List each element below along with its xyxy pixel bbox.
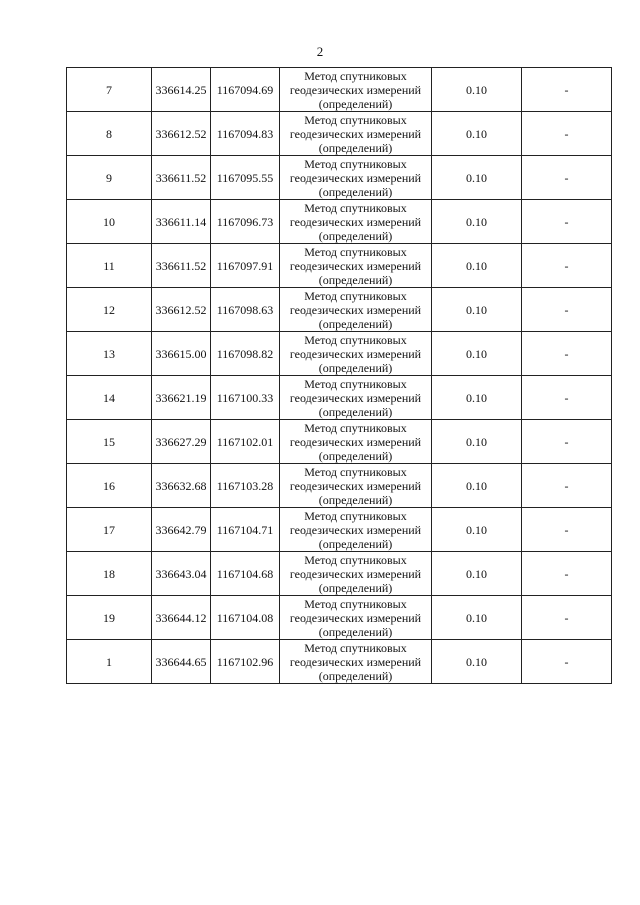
note-cell: - [522,420,612,464]
method-text-line: геодезических измерений [289,346,422,361]
point-number-cell: 9 [67,156,152,200]
method-text-line: геодезических измерений [289,258,422,273]
method-text-line: (определений) [318,580,393,595]
method-text-line: Метод спутниковых [304,508,407,523]
point-number-cell: 8 [67,112,152,156]
method-text-line: геодезических измерений [289,434,422,449]
method-text-line: геодезических измерений [289,126,422,141]
method-text-line: (определений) [318,316,393,331]
x-coordinate-cell: 336644.65 [152,640,211,684]
point-number-cell: 12 [67,288,152,332]
accuracy-cell: 0.10 [432,420,522,464]
method-text-line: (определений) [318,360,393,375]
note-cell: - [522,244,612,288]
method-text-line: (определений) [318,404,393,419]
method-text-line: геодезических измерений [289,214,422,229]
method-text-line: геодезических измерений [289,610,422,625]
x-coordinate-cell: 336611.52 [152,156,211,200]
x-coordinate-cell: 336615.00 [152,332,211,376]
note-cell: - [522,332,612,376]
table-row [67,508,612,552]
method-cell [280,244,432,288]
method-cell [280,640,432,684]
method-text-line: Метод спутниковых [304,288,407,303]
method-text-line: геодезических измерений [289,390,422,405]
method-cell [280,332,432,376]
method-text-line: (определений) [318,140,393,155]
y-coordinate-cell: 1167098.63 [211,288,280,332]
table-row [67,464,612,508]
point-number-cell: 11 [67,244,152,288]
method-text-line: Метод спутниковых [304,640,407,655]
coordinates-table [66,67,612,684]
table-row [67,288,612,332]
y-coordinate-cell: 1167100.33 [211,376,280,420]
note-cell: - [522,68,612,112]
page-number: 2 [316,44,324,59]
method-text-line: геодезических измерений [289,566,422,581]
point-number-cell: 14 [67,376,152,420]
method-cell [280,68,432,112]
method-text-line: Метод спутниковых [304,464,407,479]
method-cell [280,464,432,508]
y-coordinate-cell: 1167103.28 [211,464,280,508]
x-coordinate-cell: 336627.29 [152,420,211,464]
x-coordinate-cell: 336621.19 [152,376,211,420]
y-coordinate-cell: 1167104.71 [211,508,280,552]
method-cell [280,508,432,552]
point-number-cell: 19 [67,596,152,640]
method-text-line: (определений) [318,492,393,507]
x-coordinate-cell: 336643.04 [152,552,211,596]
x-coordinate-cell: 336642.79 [152,508,211,552]
table-row [67,640,612,684]
method-cell [280,596,432,640]
method-text-line: (определений) [318,668,393,683]
method-cell [280,552,432,596]
note-cell: - [522,508,612,552]
accuracy-cell: 0.10 [432,376,522,420]
y-coordinate-cell: 1167102.96 [211,640,280,684]
y-coordinate-cell: 1167098.82 [211,332,280,376]
accuracy-cell: 0.10 [432,552,522,596]
note-cell: - [522,640,612,684]
table-row [67,376,612,420]
accuracy-cell: 0.10 [432,332,522,376]
method-cell [280,156,432,200]
method-text-line: Метод спутниковых [304,244,407,259]
method-cell [280,200,432,244]
method-text-line: (определений) [318,96,393,111]
method-text-line: Метод спутниковых [304,112,407,127]
accuracy-cell: 0.10 [432,288,522,332]
x-coordinate-cell: 336614.25 [152,68,211,112]
table-row [67,68,612,112]
note-cell: - [522,376,612,420]
y-coordinate-cell: 1167096.73 [211,200,280,244]
accuracy-cell: 0.10 [432,200,522,244]
y-coordinate-cell: 1167094.83 [211,112,280,156]
table-row [67,332,612,376]
method-text-line: Метод спутниковых [304,156,407,171]
method-text-line: геодезических измерений [289,522,422,537]
y-coordinate-cell: 1167094.69 [211,68,280,112]
accuracy-cell: 0.10 [432,244,522,288]
method-cell [280,112,432,156]
note-cell: - [522,288,612,332]
method-text-line: геодезических измерений [289,478,422,493]
method-text-line: геодезических измерений [289,82,422,97]
point-number-cell: 7 [67,68,152,112]
table-row [67,112,612,156]
table-row [67,156,612,200]
point-number-cell: 1 [67,640,152,684]
accuracy-cell: 0.10 [432,508,522,552]
method-text-line: (определений) [318,184,393,199]
y-coordinate-cell: 1167097.91 [211,244,280,288]
note-cell: - [522,112,612,156]
method-text-line: Метод спутниковых [304,376,407,391]
method-text-line: (определений) [318,448,393,463]
method-text-line: Метод спутниковых [304,68,407,83]
y-coordinate-cell: 1167104.68 [211,552,280,596]
point-number-cell: 13 [67,332,152,376]
method-text-line: геодезических измерений [289,654,422,669]
method-text-line: (определений) [318,536,393,551]
method-text-line: Метод спутниковых [304,420,407,435]
table-row [67,244,612,288]
method-text-line: геодезических измерений [289,170,422,185]
method-cell [280,376,432,420]
method-text-line: (определений) [318,228,393,243]
method-text-line: Метод спутниковых [304,552,407,567]
table-row [67,552,612,596]
x-coordinate-cell: 336612.52 [152,288,211,332]
note-cell: - [522,552,612,596]
note-cell: - [522,464,612,508]
note-cell: - [522,200,612,244]
method-text-line: Метод спутниковых [304,596,407,611]
method-text-line: (определений) [318,272,393,287]
x-coordinate-cell: 336612.52 [152,112,211,156]
table-row [67,200,612,244]
method-cell [280,420,432,464]
y-coordinate-cell: 1167095.55 [211,156,280,200]
method-text-line: Метод спутниковых [304,200,407,215]
point-number-cell: 17 [67,508,152,552]
note-cell: - [522,596,612,640]
method-text-line: геодезических измерений [289,302,422,317]
y-coordinate-cell: 1167104.08 [211,596,280,640]
table-row [67,596,612,640]
accuracy-cell: 0.10 [432,68,522,112]
x-coordinate-cell: 336611.14 [152,200,211,244]
note-cell: - [522,156,612,200]
table-row [67,420,612,464]
point-number-cell: 15 [67,420,152,464]
accuracy-cell: 0.10 [432,596,522,640]
accuracy-cell: 0.10 [432,156,522,200]
coordinates-table-body [67,68,612,684]
accuracy-cell: 0.10 [432,464,522,508]
x-coordinate-cell: 336632.68 [152,464,211,508]
method-cell [280,288,432,332]
y-coordinate-cell: 1167102.01 [211,420,280,464]
x-coordinate-cell: 336644.12 [152,596,211,640]
accuracy-cell: 0.10 [432,112,522,156]
point-number-cell: 18 [67,552,152,596]
accuracy-cell: 0.10 [432,640,522,684]
point-number-cell: 10 [67,200,152,244]
method-text-line: Метод спутниковых [304,332,407,347]
method-text-line: (определений) [318,624,393,639]
point-number-cell: 16 [67,464,152,508]
x-coordinate-cell: 336611.52 [152,244,211,288]
